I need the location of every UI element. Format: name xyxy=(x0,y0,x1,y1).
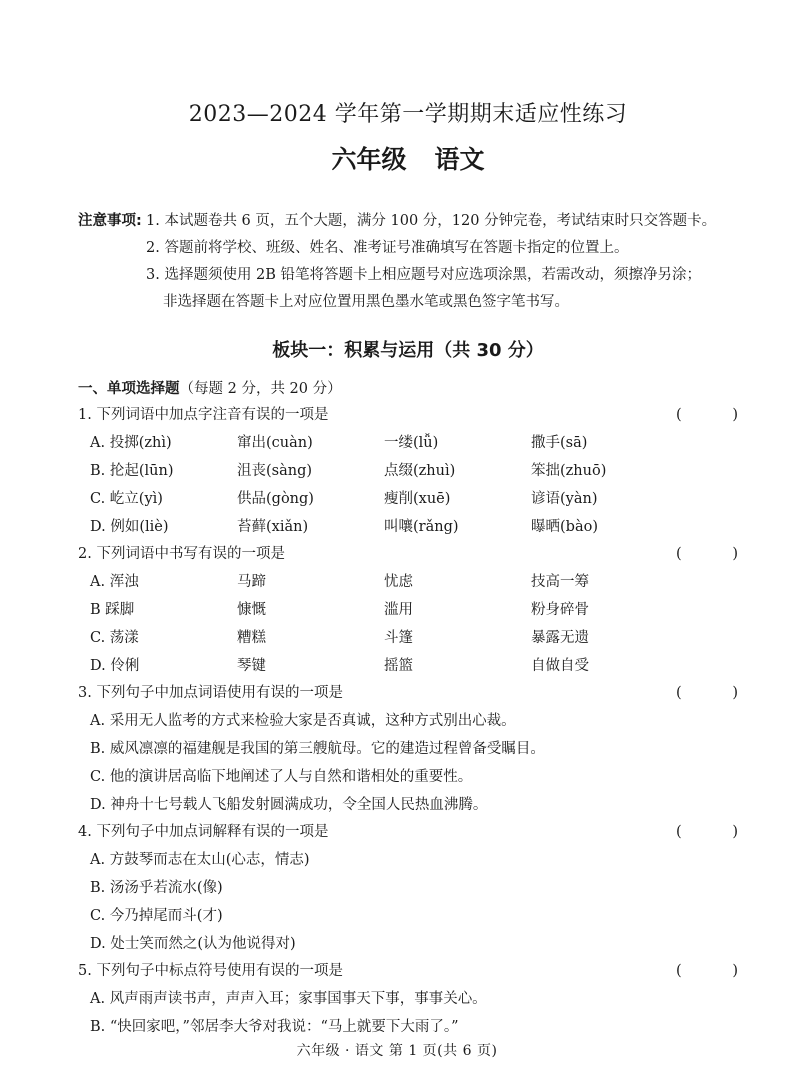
option-cell: 撒手(sā) xyxy=(531,435,588,451)
question-2 xyxy=(78,541,738,568)
option-cell: C. 荡漾 xyxy=(90,630,139,646)
subject-label: 语文 xyxy=(434,145,485,174)
option-cell: 沮丧(sàng) xyxy=(237,463,313,479)
question-4 xyxy=(78,819,738,846)
option-cell: 马蹄 xyxy=(237,574,266,590)
answer-blank: ( ) xyxy=(676,685,738,701)
option-cell: 暴露无遗 xyxy=(531,630,589,646)
option-line: D. 神舟十七号载人飞船发射圆满成功，令全国人民热血沸腾。 xyxy=(90,797,488,813)
option-cell: D. 例如(liè) xyxy=(90,519,169,535)
option-line: C. 他的演讲居高临下地阐述了人与自然和谐相处的重要性。 xyxy=(90,769,473,785)
option-cell: 慷慨 xyxy=(237,602,266,618)
option-cell: 苔藓(xiǎn) xyxy=(237,519,309,535)
option-cell: 叫嚷(rǎng) xyxy=(384,519,459,535)
notice-item-2: 2. 答题前将学校、班级、姓名、准考证号准确填写在答题卡指定的位置上。 xyxy=(146,240,629,256)
option-line: A. 采用无人监考的方式来检验大家是否真诚，这种方式别出心裁。 xyxy=(90,713,516,729)
question-stem: 4. 下列句子中加点词解释有误的一项是 xyxy=(78,824,329,840)
answer-blank: ( ) xyxy=(676,407,738,423)
question-3 xyxy=(78,680,738,707)
option-cell: 窜出(cuàn) xyxy=(237,435,313,451)
page-footer: 六年级 · 语文 第 1 页(共 6 页) xyxy=(296,1043,498,1059)
answer-blank: ( ) xyxy=(676,824,738,840)
question-stem: 2. 下列词语中书写有误的一项是 xyxy=(78,546,285,562)
part-label: 一、单项选择题 xyxy=(78,381,180,397)
option-row xyxy=(78,652,738,680)
option-cell: A. 浑浊 xyxy=(90,574,139,590)
option-cell: C. 屹立(yì) xyxy=(90,491,163,507)
answer-blank: ( ) xyxy=(676,963,738,979)
part-title xyxy=(78,376,738,402)
option-line: B. 威风凛凛的福建舰是我国的第三艘航母。它的建造过程曾备受瞩目。 xyxy=(90,741,545,757)
option-cell: B. 抡起(lūn) xyxy=(90,463,174,479)
option-cell: 琴键 xyxy=(237,658,266,674)
notice-item-3: 3. 选择题须使用 2B 铅笔将答题卡上相应题号对应选项涂黑，若需改动，须擦净另涂； xyxy=(146,267,702,283)
option-cell: D. 伶俐 xyxy=(90,658,140,674)
question-stem: 5. 下列句子中标点符号使用有误的一项是 xyxy=(78,963,343,979)
notice-item-3-continuation: 非选择题在答题卡上对应位置用黑色墨水笔或黑色签字笔书写。 xyxy=(163,294,569,310)
option-row xyxy=(78,457,738,485)
option-cell: 点缀(zhuì) xyxy=(384,463,456,479)
option-row xyxy=(78,513,738,541)
option-line: A. 方鼓琴而志在太山(心志，情志) xyxy=(90,852,310,868)
option-cell: 供品(gòng) xyxy=(237,491,314,507)
option-cell: 忧虑 xyxy=(384,574,413,590)
option-line: B. 汤汤乎若流水(像) xyxy=(90,880,223,896)
option-line: B. “快回家吧，”邻居李大爷对我说：“马上就要下大雨了。” xyxy=(90,1019,459,1035)
exam-title: 2023—2024 学年第一学期期末适应性练习 xyxy=(188,102,628,127)
section-title: 板块一：积累与运用（共 30 分） xyxy=(272,340,544,361)
option-row xyxy=(78,429,738,457)
option-cell: 自做自受 xyxy=(531,658,589,674)
question-1 xyxy=(78,402,738,429)
grade-label: 六年级 xyxy=(331,145,407,174)
option-cell: A. 投掷(zhì) xyxy=(90,435,172,451)
option-row xyxy=(78,596,738,624)
option-cell: 斗篷 xyxy=(384,630,413,646)
option-cell: B 踩脚 xyxy=(90,602,135,618)
option-cell: 曝晒(bào) xyxy=(531,519,598,535)
option-cell: 粉身碎骨 xyxy=(531,602,589,618)
option-line: C. 今乃掉尾而斗(才) xyxy=(90,908,223,924)
option-cell: 一缕(lǚ) xyxy=(384,435,439,451)
option-line: A. 风声雨声读书声，声声入耳；家事国事天下事，事事关心。 xyxy=(90,991,487,1007)
option-row xyxy=(78,568,738,596)
option-cell: 笨拙(zhuō) xyxy=(531,463,607,479)
option-row xyxy=(78,624,738,652)
exam-subtitle xyxy=(78,144,738,176)
question-stem: 3. 下列句子中加点词语使用有误的一项是 xyxy=(78,685,343,701)
notice-label: 注意事项: xyxy=(78,213,142,229)
option-line: D. 处士笑而然之(认为他说得对) xyxy=(90,936,296,952)
notice-item-1: 1. 本试题卷共 6 页，五个大题，满分 100 分，120 分钟完卷，考试结束时只交答题卡。 xyxy=(146,213,717,229)
option-cell: 瘦削(xuē) xyxy=(384,491,451,507)
option-cell: 谚语(yàn) xyxy=(531,491,598,507)
option-cell: 糟糕 xyxy=(237,630,266,646)
option-row xyxy=(78,485,738,513)
question-5 xyxy=(78,958,738,985)
question-stem: 1. 下列词语中加点字注音有误的一项是 xyxy=(78,407,329,423)
part-note: （每题 2 分，共 20 分） xyxy=(179,381,342,397)
option-cell: 摇篮 xyxy=(384,658,413,674)
option-cell: 技高一筹 xyxy=(531,574,589,590)
option-cell: 滥用 xyxy=(384,602,413,618)
notice-block xyxy=(78,208,738,316)
answer-blank: ( ) xyxy=(676,546,738,562)
